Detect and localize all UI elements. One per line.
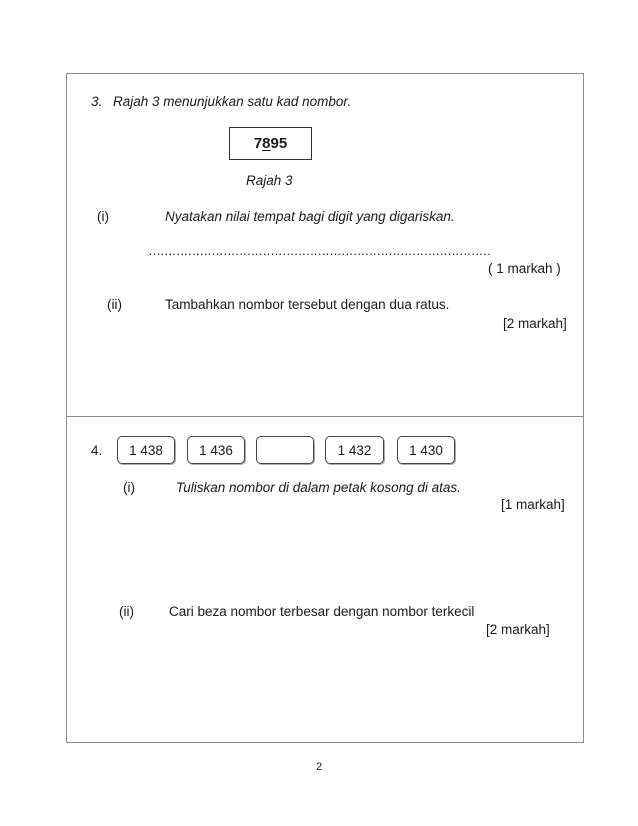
sequence-box: 1 430: [397, 436, 455, 464]
page-number: 2: [315, 761, 323, 773]
q3-part-i-label: (i): [97, 209, 109, 224]
sequence-box-empty[interactable]: [256, 436, 314, 464]
number-card-before: 7: [253, 135, 263, 152]
figure-caption: Rajah 3: [246, 173, 293, 188]
question-divider: [66, 416, 584, 417]
number-card-underlined-digit: 8: [262, 135, 271, 152]
number-card-after: 95: [270, 135, 288, 152]
q3-part-ii-marks: [2 markah]: [503, 316, 567, 331]
q4-part-ii-marks: [2 markah]: [486, 622, 550, 637]
q3-part-i-text: Nyatakan nilai tempat bagi digit yang digariskan.: [165, 209, 455, 224]
number-card: [229, 127, 312, 160]
q3-part-ii-label: (ii): [107, 297, 122, 312]
sequence-box: 1 436: [187, 436, 245, 464]
q3-part-ii-text: Tambahkan nombor tersebut dengan dua ratus.: [165, 297, 450, 312]
q4-part-i-marks: [1 markah]: [501, 497, 565, 512]
q4-part-ii-label: (ii): [119, 604, 134, 619]
q3-prompt: Rajah 3 menunjukkan satu kad nombor.: [113, 94, 352, 109]
q3-part-i-marks: ( 1 markah ): [488, 261, 561, 276]
answer-line: ……………………………………………………………………………: [148, 243, 491, 258]
question-frame: [66, 73, 584, 743]
q4-number: 4.: [91, 443, 103, 458]
q4-part-i-text: Tuliskan nombor di dalam petak kosong di atas.: [176, 480, 461, 495]
q4-part-i-label: (i): [123, 480, 135, 495]
q3-number: 3.: [91, 94, 103, 109]
q4-part-ii-text: Cari beza nombor terbesar dengan nombor terkecil: [169, 604, 475, 619]
sequence-box: 1 432: [325, 436, 384, 464]
sequence-box: 1 438: [117, 436, 175, 464]
